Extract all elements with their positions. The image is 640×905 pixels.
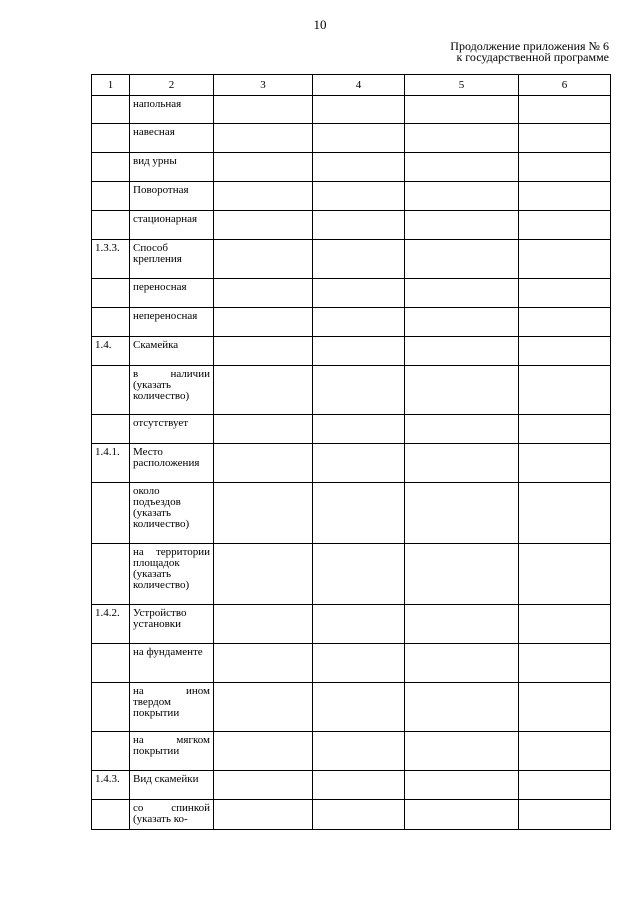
row-number-cell <box>92 279 130 308</box>
empty-cell-col-6 <box>519 308 611 337</box>
row-description-cell: в наличии (указать количество) <box>130 366 214 415</box>
row-description-cell: стационарная <box>130 211 214 240</box>
table-row <box>92 605 611 644</box>
row-number-cell: 1.4.1. <box>92 444 130 483</box>
empty-cell-col-5 <box>405 415 519 444</box>
empty-cell-col-5 <box>405 444 519 483</box>
empty-cell-col-6 <box>519 182 611 211</box>
row-description-cell: на фундаменте <box>130 644 214 683</box>
row-description-cell: Устройство установки <box>130 605 214 644</box>
empty-cell-col-3 <box>214 544 313 605</box>
empty-cell-col-4 <box>313 605 405 644</box>
empty-cell-col-6 <box>519 800 611 830</box>
empty-cell-col-5 <box>405 544 519 605</box>
row-description-cell: напольная <box>130 96 214 124</box>
row-number-cell <box>92 153 130 182</box>
empty-cell-col-5 <box>405 96 519 124</box>
table-row <box>92 182 611 211</box>
table-row <box>92 644 611 683</box>
table-row <box>92 444 611 483</box>
row-description-cell: на территории площадок (указать количество) <box>130 544 214 605</box>
empty-cell-col-4 <box>313 124 405 153</box>
row-number-cell <box>92 308 130 337</box>
empty-cell-col-4 <box>313 279 405 308</box>
row-description-cell: переносная <box>130 279 214 308</box>
row-number-cell: 1.3.3. <box>92 240 130 279</box>
empty-cell-col-4 <box>313 153 405 182</box>
empty-cell-col-5 <box>405 366 519 415</box>
column-header: 5 <box>405 75 519 96</box>
empty-cell-col-6 <box>519 337 611 366</box>
row-number-cell <box>92 644 130 683</box>
empty-cell-col-5 <box>405 683 519 732</box>
table-row <box>92 415 611 444</box>
empty-cell-col-3 <box>214 366 313 415</box>
empty-cell-col-3 <box>214 800 313 830</box>
row-description-cell: непереносная <box>130 308 214 337</box>
empty-cell-col-4 <box>313 337 405 366</box>
table-row <box>92 544 611 605</box>
row-number-cell: 1.4.2. <box>92 605 130 644</box>
appendix-header <box>450 41 609 63</box>
table-row <box>92 800 611 830</box>
row-number-cell <box>92 483 130 544</box>
column-header: 6 <box>519 75 611 96</box>
empty-cell-col-5 <box>405 605 519 644</box>
empty-cell-col-6 <box>519 415 611 444</box>
column-header: 3 <box>214 75 313 96</box>
table-row <box>92 153 611 182</box>
table-row <box>92 96 611 124</box>
data-table <box>91 74 611 830</box>
row-number-cell <box>92 800 130 830</box>
row-description-cell: Вид скамейки <box>130 771 214 800</box>
empty-cell-col-3 <box>214 337 313 366</box>
empty-cell-col-5 <box>405 337 519 366</box>
row-description-cell: на мягком покрытии <box>130 732 214 771</box>
row-description-cell: около подъездов (указать количество) <box>130 483 214 544</box>
row-number-cell <box>92 544 130 605</box>
empty-cell-col-5 <box>405 279 519 308</box>
empty-cell-col-4 <box>313 483 405 544</box>
appendix-header-line-2: к государственной программе <box>456 50 609 64</box>
row-description-cell: Скамейка <box>130 337 214 366</box>
row-number-cell <box>92 182 130 211</box>
empty-cell-col-6 <box>519 732 611 771</box>
empty-cell-col-6 <box>519 544 611 605</box>
table-row <box>92 308 611 337</box>
empty-cell-col-4 <box>313 644 405 683</box>
row-number-cell: 1.4. <box>92 337 130 366</box>
row-number-cell <box>92 732 130 771</box>
empty-cell-col-3 <box>214 732 313 771</box>
row-description-cell: отсутствует <box>130 415 214 444</box>
empty-cell-col-6 <box>519 366 611 415</box>
row-description-cell: Место расположения <box>130 444 214 483</box>
empty-cell-col-4 <box>313 415 405 444</box>
empty-cell-col-6 <box>519 279 611 308</box>
column-header: 1 <box>92 75 130 96</box>
empty-cell-col-6 <box>519 683 611 732</box>
empty-cell-col-3 <box>214 153 313 182</box>
table-body <box>92 96 611 830</box>
empty-cell-col-5 <box>405 182 519 211</box>
row-description-cell: навесная <box>130 124 214 153</box>
row-number-cell <box>92 96 130 124</box>
table-row <box>92 366 611 415</box>
page-number: 10 <box>313 17 327 32</box>
empty-cell-col-5 <box>405 124 519 153</box>
row-number-cell <box>92 683 130 732</box>
empty-cell-col-3 <box>214 771 313 800</box>
empty-cell-col-3 <box>214 483 313 544</box>
empty-cell-col-5 <box>405 800 519 830</box>
empty-cell-col-3 <box>214 605 313 644</box>
row-number-cell: 1.4.3. <box>92 771 130 800</box>
table-row <box>92 211 611 240</box>
empty-cell-col-6 <box>519 644 611 683</box>
row-description-cell: Способ крепления <box>130 240 214 279</box>
empty-cell-col-4 <box>313 96 405 124</box>
table-row <box>92 683 611 732</box>
empty-cell-col-4 <box>313 771 405 800</box>
empty-cell-col-5 <box>405 483 519 544</box>
row-description-cell: Поворотная <box>130 182 214 211</box>
row-number-cell <box>92 366 130 415</box>
empty-cell-col-3 <box>214 644 313 683</box>
empty-cell-col-6 <box>519 444 611 483</box>
empty-cell-col-3 <box>214 182 313 211</box>
empty-cell-col-4 <box>313 800 405 830</box>
row-number-cell <box>92 415 130 444</box>
row-number-cell <box>92 211 130 240</box>
empty-cell-col-6 <box>519 153 611 182</box>
table-row <box>92 771 611 800</box>
table-row <box>92 732 611 771</box>
empty-cell-col-3 <box>214 240 313 279</box>
empty-cell-col-3 <box>214 279 313 308</box>
row-description-cell: со спинкой (указать ко- <box>130 800 214 830</box>
empty-cell-col-4 <box>313 240 405 279</box>
empty-cell-col-3 <box>214 124 313 153</box>
empty-cell-col-3 <box>214 415 313 444</box>
empty-cell-col-3 <box>214 211 313 240</box>
empty-cell-col-5 <box>405 644 519 683</box>
table-row <box>92 240 611 279</box>
empty-cell-col-5 <box>405 771 519 800</box>
empty-cell-col-5 <box>405 732 519 771</box>
empty-cell-col-6 <box>519 483 611 544</box>
empty-cell-col-6 <box>519 96 611 124</box>
table-row <box>92 483 611 544</box>
table-row <box>92 337 611 366</box>
empty-cell-col-3 <box>214 444 313 483</box>
empty-cell-col-5 <box>405 211 519 240</box>
empty-cell-col-5 <box>405 308 519 337</box>
empty-cell-col-4 <box>313 544 405 605</box>
empty-cell-col-4 <box>313 182 405 211</box>
empty-cell-col-6 <box>519 771 611 800</box>
empty-cell-col-4 <box>313 732 405 771</box>
empty-cell-col-4 <box>313 683 405 732</box>
row-number-cell <box>92 124 130 153</box>
column-header: 4 <box>313 75 405 96</box>
empty-cell-col-4 <box>313 211 405 240</box>
empty-cell-col-4 <box>313 308 405 337</box>
empty-cell-col-6 <box>519 605 611 644</box>
empty-cell-col-6 <box>519 124 611 153</box>
empty-cell-col-4 <box>313 444 405 483</box>
column-header: 2 <box>130 75 214 96</box>
empty-cell-col-5 <box>405 240 519 279</box>
empty-cell-col-3 <box>214 96 313 124</box>
empty-cell-col-4 <box>313 366 405 415</box>
appendix-header-line-1: Продолжение приложения № 6 <box>450 39 609 53</box>
empty-cell-col-3 <box>214 308 313 337</box>
empty-cell-col-3 <box>214 683 313 732</box>
empty-cell-col-5 <box>405 153 519 182</box>
empty-cell-col-6 <box>519 211 611 240</box>
empty-cell-col-6 <box>519 240 611 279</box>
row-description-cell: на ином твердом покрытии <box>130 683 214 732</box>
row-description-cell: вид урны <box>130 153 214 182</box>
table-header-row <box>92 75 611 96</box>
table-row <box>92 279 611 308</box>
table-row <box>92 124 611 153</box>
